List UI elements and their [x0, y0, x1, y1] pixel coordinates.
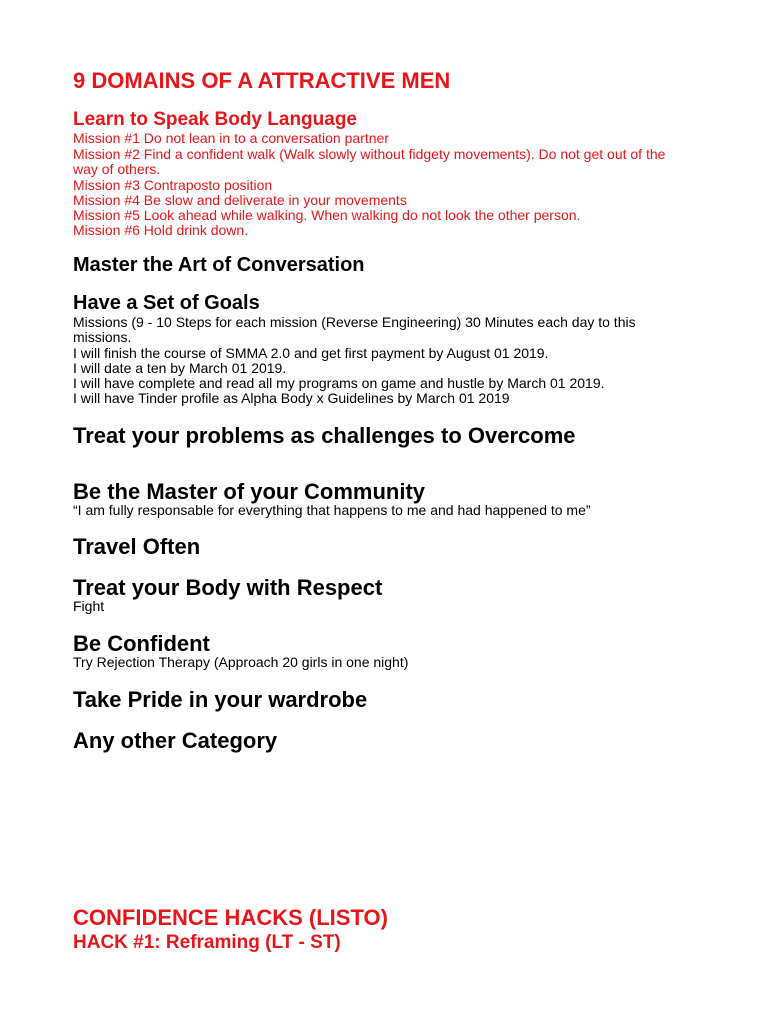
section-heading-confident: Be Confident — [73, 631, 210, 656]
mission-4: Mission #4 Be slow and deliverate in your movements — [73, 192, 407, 208]
hack-1: HACK #1: Reframing (LT - ST) — [73, 932, 341, 953]
section-heading-travel: Travel Often — [73, 534, 201, 559]
goal-line-2: I will finish the course of SMMA 2.0 and get first payment by August 01 2019. — [73, 345, 549, 361]
section-heading-goals: Have a Set of Goals — [73, 292, 260, 314]
mission-6: Mission #6 Hold drink down. — [73, 222, 249, 238]
section-heading-other: Any other Category — [73, 728, 278, 753]
goal-line-4: I will have complete and read all my programs on game and hustle by March 01 2019. — [73, 375, 605, 391]
section-heading-wardrobe: Take Pride in your wardrobe — [73, 687, 368, 712]
goal-line-3: I will date a ten by March 01 2019. — [73, 360, 287, 376]
section-heading-community: Be the Master of your Community — [73, 479, 426, 504]
section-heading-conversation: Master the Art of Conversation — [73, 254, 365, 276]
goal-line-1: Missions (9 - 10 Steps for each mission (Reverse Engineering) 30 Minutes each day to this missions. — [73, 314, 636, 346]
document-title: 9 DOMAINS OF A ATTRACTIVE MEN — [73, 68, 451, 93]
hacks-heading: CONFIDENCE HACKS (LISTO) — [73, 905, 388, 930]
section-heading-body-respect: Treat your Body with Respect — [73, 575, 383, 600]
mission-5: Mission #5 Look ahead while walking. When walking do not look the other person. — [73, 207, 581, 223]
mission-1: Mission #1 Do not lean in to a conversation partner — [73, 130, 389, 146]
body-respect-note: Fight — [73, 598, 105, 614]
section-heading-body-language: Learn to Speak Body Language — [73, 109, 357, 130]
mission-2: Mission #2 Find a confident walk (Walk slowly without fidgety movements). Do not get out of the way of others. — [73, 146, 666, 178]
section-heading-problems: Treat your problems as challenges to Overcome — [73, 423, 576, 448]
community-quote: “I am fully responsable for everything that happens to me and had happened to me” — [73, 502, 591, 518]
confident-note: Try Rejection Therapy (Approach 20 girls in one night) — [73, 654, 409, 670]
mission-3: Mission #3 Contraposto position — [73, 177, 273, 193]
goal-line-5: I will have Tinder profile as Alpha Body x Guidelines by March 01 2019 — [73, 390, 510, 406]
